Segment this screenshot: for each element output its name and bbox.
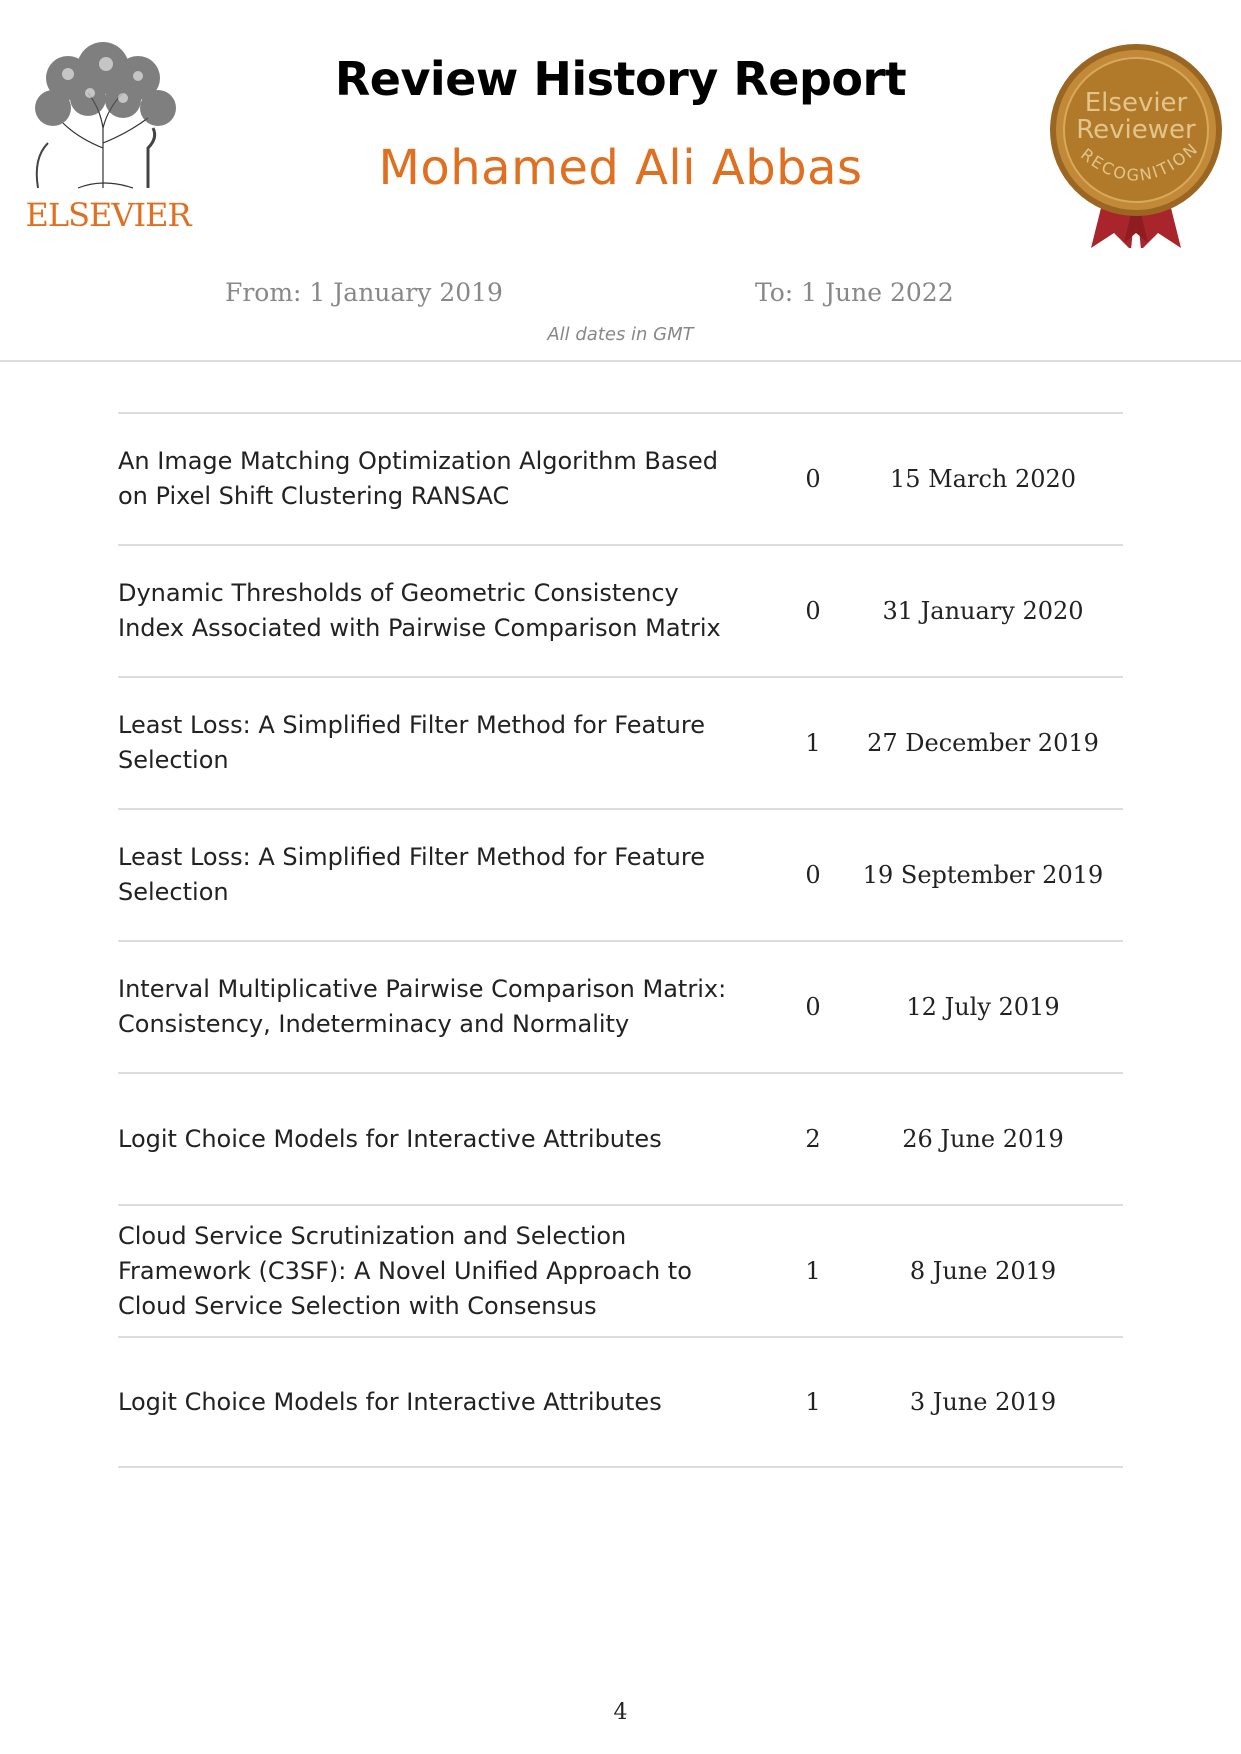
table-row bbox=[118, 676, 1123, 808]
review-title: Cloud Service Scrutinization and Selection Framework (C3SF): A Novel Unified Approach to Cloud Service Selection with Consensus bbox=[118, 1221, 692, 1320]
date-to: To: 1 June 2022 bbox=[755, 278, 954, 307]
table-row bbox=[118, 1204, 1123, 1336]
table-row bbox=[118, 808, 1123, 940]
review-count: 0 bbox=[805, 861, 821, 889]
review-count: 0 bbox=[805, 993, 821, 1021]
table-row bbox=[118, 412, 1123, 544]
page-number: 4 bbox=[613, 1700, 628, 1725]
badge-arc-text: RECOGNITION bbox=[1077, 138, 1203, 185]
review-date: 27 December 2019 bbox=[867, 729, 1099, 757]
page-title: Review History Report bbox=[334, 52, 907, 106]
review-count: 2 bbox=[805, 1125, 821, 1153]
table-row bbox=[118, 544, 1123, 676]
review-date: 12 July 2019 bbox=[906, 993, 1060, 1021]
review-title: Interval Multiplicative Pairwise Comparison Matrix: Consistency, Indeterminacy and Normality bbox=[118, 975, 727, 1038]
review-count: 1 bbox=[805, 1388, 821, 1416]
review-history-table bbox=[118, 412, 1123, 1468]
review-title: Dynamic Thresholds of Geometric Consistency Index Associated with Pairwise Comparison Matrix bbox=[118, 579, 721, 642]
review-date: 19 September 2019 bbox=[862, 861, 1104, 889]
table-row bbox=[118, 940, 1123, 1072]
header-divider bbox=[0, 360, 1241, 362]
review-title: Logit Choice Models for Interactive Attributes bbox=[118, 1387, 662, 1416]
reviewer-name: Mohamed Ali Abbas bbox=[378, 140, 863, 196]
table-row bbox=[118, 1336, 1123, 1468]
logo-wordmark: ELSEVIER bbox=[25, 196, 191, 234]
review-count: 1 bbox=[805, 729, 821, 757]
review-count: 0 bbox=[805, 597, 821, 625]
review-date: 15 March 2020 bbox=[889, 465, 1077, 493]
review-date: 26 June 2019 bbox=[902, 1125, 1064, 1153]
review-title: Least Loss: A Simplified Filter Method for Feature Selection bbox=[118, 711, 705, 774]
review-title: An Image Matching Optimization Algorithm Based on Pixel Shift Clustering RANSAC bbox=[118, 447, 719, 510]
review-count: 0 bbox=[805, 465, 821, 493]
review-title: Least Loss: A Simplified Filter Method for Feature Selection bbox=[118, 843, 705, 906]
review-date: 3 June 2019 bbox=[909, 1388, 1057, 1416]
review-date: 31 January 2020 bbox=[882, 597, 1084, 625]
review-date: 8 June 2019 bbox=[909, 1257, 1057, 1285]
date-from: From: 1 January 2019 bbox=[225, 278, 503, 307]
badge-line2: Reviewer bbox=[1076, 115, 1196, 145]
timezone-note: All dates in GMT bbox=[547, 324, 694, 345]
table-row bbox=[118, 1072, 1123, 1204]
review-title: Logit Choice Models for Interactive Attributes bbox=[118, 1124, 662, 1153]
badge-line1: Elsevier bbox=[1084, 88, 1188, 118]
review-count: 1 bbox=[805, 1257, 821, 1285]
